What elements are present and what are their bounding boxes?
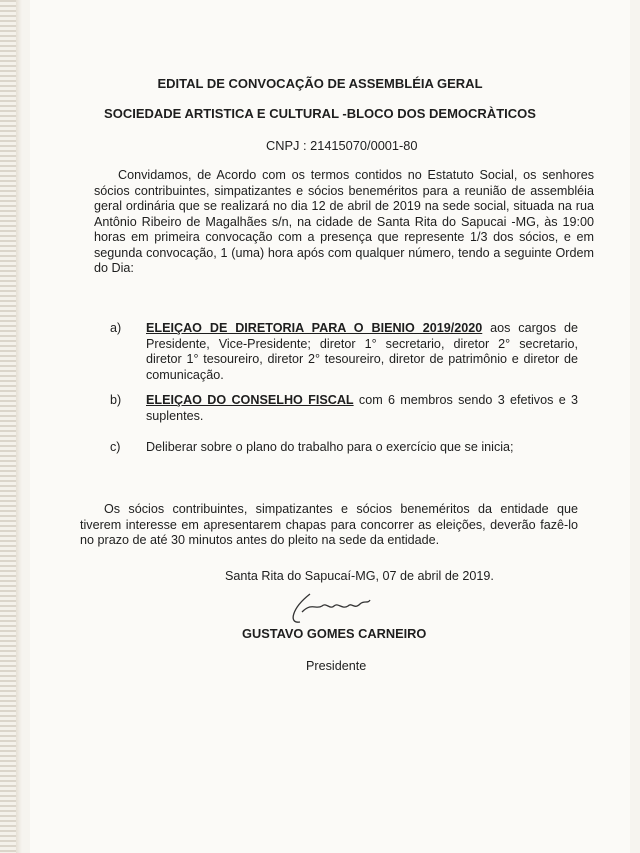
item-a-text: aos cargos de Presidente, Vice-Presidente; diretor 1° secretario, diretor 2° secretario, diretor 1° tesoureiro, diretor 2° tesoureiro, diretor de patrimônio e diretor de comunicação. xyxy=(146,321,578,382)
signer-name: GUSTAVO GOMES CARNEIRO xyxy=(242,626,427,641)
item-b-label: b) xyxy=(110,393,122,407)
signature xyxy=(282,588,402,628)
item-a-label: a) xyxy=(110,321,122,335)
date-line: Santa Rita do Sapucaí-MG, 07 de abril de 2019. xyxy=(225,569,494,583)
lace-edge xyxy=(0,0,16,853)
signer-role: Presidente xyxy=(306,659,367,673)
document-page xyxy=(30,0,630,853)
document-title: EDITAL DE CONVOCAÇÃO DE ASSEMBLÉIA GERAL xyxy=(157,76,483,91)
item-b xyxy=(146,393,578,424)
intro-paragraph: Convidamos, de Acordo com os termos contidos no Estatuto Social, os senhores sócios contribuintes, simpatizantes e sócios beneméritos para a reunião de assembléia geral ordinária que se realizará no dia 12 de abril de 2019 na sede social, situada na rua Antônio Ribeiro de Magalhães s/n, na cidade de Santa Rita do Sapucai -MG, às 19:00 horas em primeira convocação com a presença que represente 1/3 dos sócios, e em segunda convocação, 1 (uma) hora após com qualquer número, tendo a seguinte Ordem do Dia: xyxy=(94,168,594,275)
item-c-text: Deliberar sobre o plano do trabalho para o exercício que se inicia; xyxy=(146,440,514,454)
item-c-label: c) xyxy=(110,440,121,454)
item-a xyxy=(146,321,578,383)
organization-name: SOCIEDADE ARTISTICA E CULTURAL -BLOCO DOS DEMOCRÀTICOS xyxy=(104,106,536,121)
cnpj: CNPJ : 21415070/0001-80 xyxy=(266,138,418,153)
item-b-heading: ELEIÇAO DO CONSELHO FISCAL xyxy=(146,393,354,407)
closing-paragraph: Os sócios contribuintes, simpatizantes e sócios beneméritos da entidade que tiverem interesse em apresentarem chapas para concorrer as eleições, deverão fazê-lo no prazo de até 30 minutos antes do pleito na sede da entidade. xyxy=(80,502,578,547)
paper-shadow xyxy=(16,0,22,853)
item-a-heading: ELEIÇAO DE DIRETORIA PARA O BIENIO 2019/2020 xyxy=(146,321,483,335)
item-b-text: com 6 membros sendo 3 efetivos e 3 suplentes. xyxy=(146,393,578,423)
